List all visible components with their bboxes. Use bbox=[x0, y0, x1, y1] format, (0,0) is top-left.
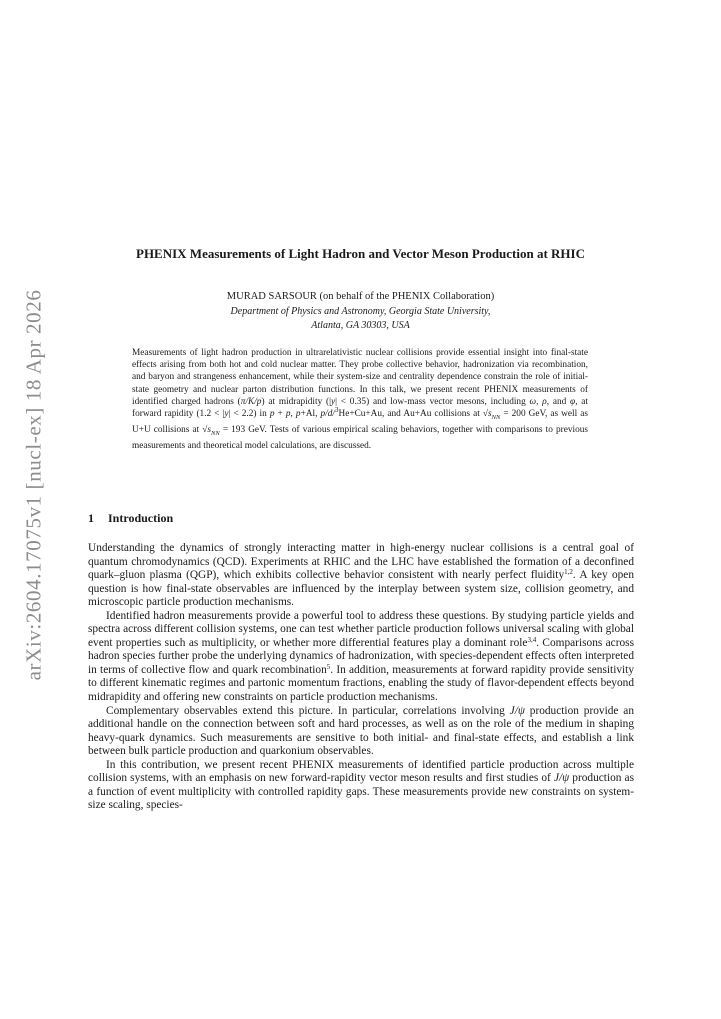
affiliation-line-1: Department of Physics and Astronomy, Georgia State University, bbox=[230, 306, 491, 317]
affiliation-line-2: Atlanta, GA 30303, USA bbox=[311, 320, 410, 331]
arxiv-identifier bbox=[14, 290, 54, 680]
paper-title: PHENIX Measurements of Light Hadron and Vector Meson Production at RHIC bbox=[136, 246, 585, 261]
section-title: Introduction bbox=[108, 511, 174, 525]
paragraph-2: Identified hadron measurements provide a powerful tool to address these questions. By studying particle yields and spectra across different collision systems, one can test whether particle production follows universal scaling with global event properties such as multiplicity, or whether more differential features play a dominant role$^{3,4}$. Comparisons across hadron species further probe the underlying dynamics of hadronization, with species-dependent effects often interpreted in terms of collective flow and quark recombination$^5$. In addition, measurements at forward rapidity provide sensitivity to different kinematic regimes and partonic momentum fractions, enabling the study of flavor-dependent effects beyond midrapidity and offering new constraints on particle production mechanisms. bbox=[88, 609, 634, 704]
author-line: MURAD SARSOUR (on behalf of the PHENIX Collaboration) bbox=[226, 291, 495, 302]
abstract: Measurements of light hadron production in ultrarelativistic nuclear collisions provide essential insight into final-state effects arising from both hot and cold nuclear matter. They probe collective behavior, hadronization via recombination, and baryon and strangeness enhancement, while their system-size and centrality dependence constrain the role of initial-state geometry and nuclear parton distribution functions. In this talk, we present recent PHENIX measurements of identified charged hadrons (π/K/p) at midrapidity (|y| < 0.35) and low-mass vector mesons, including ω, ρ, and φ, at forward rapidity (1.2 < |y| < 2.2) in p + p, p+Al, p/d/$^3$He+Cu+Au, and Au+Au collisions at $√s_{NN} = 200$ GeV, as well as U+U collisions at $√s_{NN} = 193$ GeV. Tests of various empirical scaling behaviors, together with comparisons to previous measurements and theoretical model calculations, are discussed. bbox=[132, 348, 589, 452]
paragraph-4: In this contribution, we present recent PHENIX measurements of identified particle production across multiple collision systems, with an emphasis on new forward-rapidity vector meson results and first studies of J/ψ production as a function of event multiplicity with controlled rapidity gaps. These measurements provide new constraints on system-size scaling, species- bbox=[88, 758, 635, 812]
section-heading bbox=[88, 511, 633, 526]
arxiv-identifier-text: arXiv:2604.17075v1 [nucl-ex] 18 Apr 2026 bbox=[21, 289, 46, 681]
paragraph-1: Understanding the dynamics of strongly interacting matter in high-energy nuclear collisions is a central goal of quantum chromodynamics (QCD). Experiments at RHIC and the LHC have established the formation of a deconfined quark–gluon plasma (QGP), which exhibits collective behavior consistent with nearly perfect fluidity$^{1,2}$. A key open question is how final-state observables are influenced by the interplay between system size, collision geometry, and microscopic particle production mechanisms. bbox=[88, 542, 635, 609]
paragraph-3: Complementary observables extend this picture. In particular, correlations involving J/ψ production provide an additional handle on the connection between soft and hard processes, as well as on the role of the medium in shaping heavy-quark dynamics. Such measurements are sensitive to both initial- and final-state effects, and establish a link between bulk particle production and quarkonium observables. bbox=[88, 704, 634, 758]
section-number: 1 bbox=[88, 511, 94, 525]
body-text bbox=[88, 542, 634, 813]
